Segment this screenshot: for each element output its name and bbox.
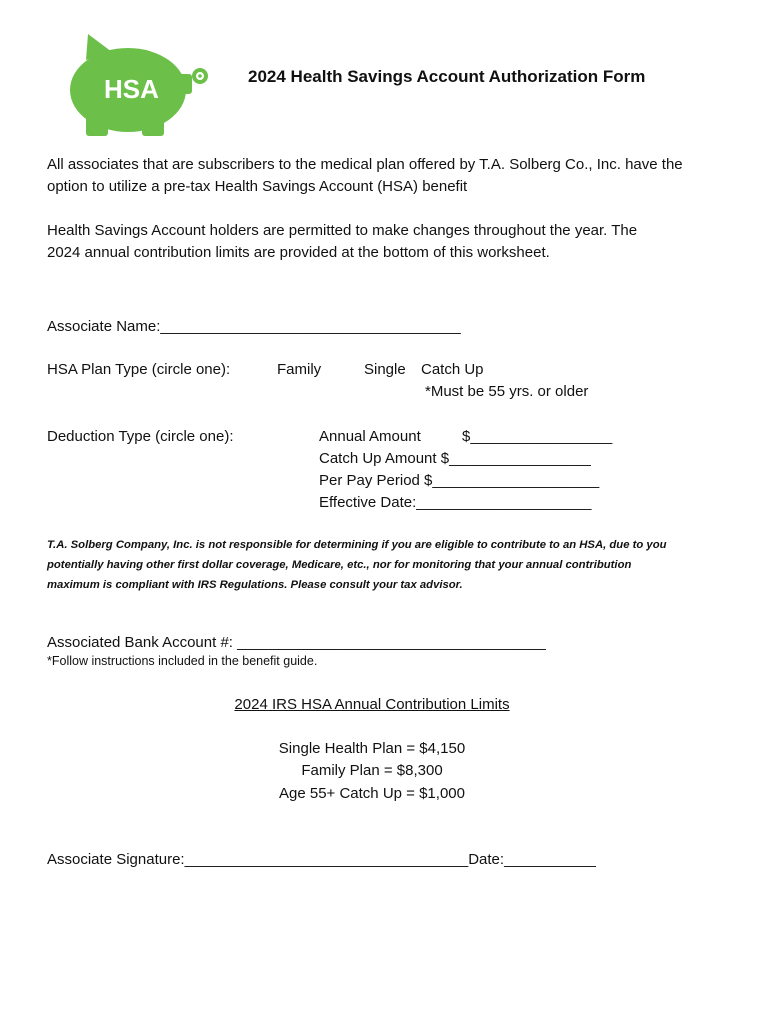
intro-line-2: option to utilize a pre-tax Health Savings Account (HSA) benefit bbox=[47, 178, 468, 195]
deduction-type-label: Deduction Type (circle one): bbox=[47, 428, 234, 445]
bank-account-note: *Follow instructions included in the benefit guide. bbox=[47, 654, 318, 668]
date-field[interactable]: ___________ bbox=[504, 851, 596, 868]
signature-row bbox=[47, 849, 596, 871]
catch-up-age-note: *Must be 55 yrs. or older bbox=[425, 383, 589, 400]
plan-type-label: HSA Plan Type (circle one): bbox=[47, 361, 231, 378]
catch-up-amount-field[interactable]: _________________ bbox=[449, 450, 591, 467]
limits-heading: 2024 IRS HSA Annual Contribution Limits bbox=[234, 696, 510, 713]
plan-option-single[interactable]: Single bbox=[364, 361, 406, 378]
date-label: Date: bbox=[468, 851, 505, 868]
signature-label: Associate Signature: bbox=[47, 851, 185, 868]
hsa-logo bbox=[68, 30, 216, 140]
disclaimer-line-3: maximum is compliant with IRS Regulations. Please consult your tax advisor. bbox=[47, 579, 463, 591]
limit-family: Family Plan = $8,300 bbox=[301, 762, 443, 779]
effective-date-row bbox=[319, 492, 591, 514]
associate-name-row bbox=[47, 316, 461, 338]
effective-date-field[interactable]: _____________________ bbox=[416, 494, 592, 511]
form-title: 2024 Health Savings Account Authorization Form bbox=[248, 67, 646, 86]
associate-name-label: Associate Name: bbox=[47, 318, 161, 335]
bank-account-label: Associated Bank Account #: bbox=[47, 634, 233, 651]
signature-field[interactable]: __________________________________ bbox=[184, 851, 469, 868]
bank-account-field[interactable]: _____________________________________ bbox=[237, 634, 546, 651]
annual-amount-field[interactable]: $_________________ bbox=[462, 428, 613, 445]
disclaimer-line-1: T.A. Solberg Company, Inc. is not responsible for determining if you are eligible to contribute to an HSA, due to you bbox=[47, 539, 667, 551]
changes-line-2: 2024 annual contribution limits are provided at the bottom of this worksheet. bbox=[47, 244, 550, 261]
limit-catch-up: Age 55+ Catch Up = $1,000 bbox=[279, 785, 465, 802]
per-pay-period-field[interactable]: ____________________ bbox=[432, 472, 600, 489]
plan-option-catch-up[interactable]: Catch Up bbox=[421, 361, 484, 378]
catch-up-amount-label: Catch Up Amount $ bbox=[319, 450, 450, 467]
associate-name-field[interactable]: ____________________________________ bbox=[160, 318, 461, 335]
bank-account-row bbox=[47, 632, 546, 654]
piggy-bank-icon bbox=[68, 30, 216, 140]
per-pay-period-label: Per Pay Period $ bbox=[319, 472, 433, 489]
catch-up-amount-row bbox=[319, 448, 591, 470]
plan-option-family[interactable]: Family bbox=[277, 361, 322, 378]
limit-single: Single Health Plan = $4,150 bbox=[278, 740, 466, 757]
logo-text: HSA bbox=[104, 74, 159, 104]
per-pay-period-row bbox=[319, 470, 599, 492]
intro-line-1: All associates that are subscribers to the medical plan offered by T.A. Solberg Co., Inc. have the bbox=[47, 156, 683, 173]
disclaimer-line-2: potentially having other first dollar coverage, Medicare, etc., nor for monitoring that your annual contribution bbox=[47, 559, 632, 571]
effective-date-label: Effective Date: bbox=[319, 494, 417, 511]
annual-amount-row bbox=[319, 426, 612, 448]
annual-amount-label: Annual Amount bbox=[319, 428, 421, 445]
changes-line-1: Health Savings Account holders are permitted to make changes throughout the year. The bbox=[47, 222, 638, 239]
